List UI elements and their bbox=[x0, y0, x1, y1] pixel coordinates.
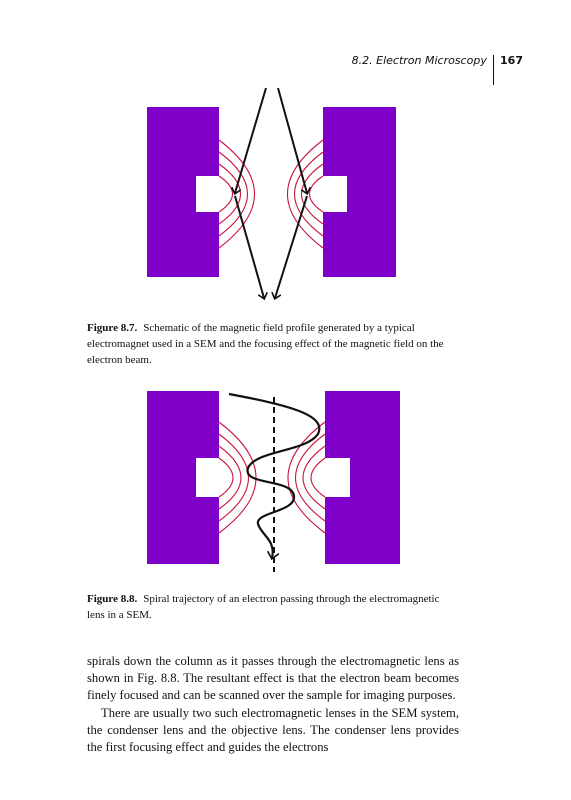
figure-8-7-diagram bbox=[0, 0, 571, 320]
right-electromagnet-pole bbox=[325, 391, 400, 564]
figure-8-8-caption bbox=[87, 591, 459, 623]
right-field-lines bbox=[288, 140, 324, 248]
left-field-lines bbox=[219, 140, 255, 248]
caption-text: Schematic of the magnetic field profile generated by a typical electromagnet used in a SEM and the focusing effect of the magnetic field on the electron beam. bbox=[87, 322, 444, 366]
electron-beam-arrows bbox=[235, 88, 307, 298]
section-title: 8.2. Electron Microscopy bbox=[351, 53, 487, 67]
figure-label: Figure 8.7. bbox=[87, 322, 138, 334]
right-field-lines bbox=[288, 422, 325, 533]
paragraph: There are usually two such electromagnetic lenses in the SEM system, the condenser lens and the objective lens. The condenser lens provides the first focusing effect and guides the electrons bbox=[87, 705, 459, 755]
page-number: 167 bbox=[500, 53, 523, 67]
figure-8-8-diagram bbox=[0, 380, 571, 580]
figure-8-7-caption bbox=[87, 320, 459, 368]
caption-text: Spiral trajectory of an electron passing through the electromagnetic lens in a SEM. bbox=[87, 593, 440, 621]
paragraph: spirals down the column as it passes through the electromagnetic lens as shown in Fig. 8.8. The resultant effect is that the electron beam becomes finely focused and can be scanned over the sample for imaging purposes. bbox=[87, 654, 459, 703]
left-electromagnet-pole bbox=[147, 391, 219, 564]
figure-label: Figure 8.8. bbox=[87, 593, 138, 605]
body-text bbox=[87, 653, 459, 756]
left-electromagnet-pole bbox=[147, 107, 219, 277]
right-electromagnet-pole bbox=[323, 107, 396, 277]
